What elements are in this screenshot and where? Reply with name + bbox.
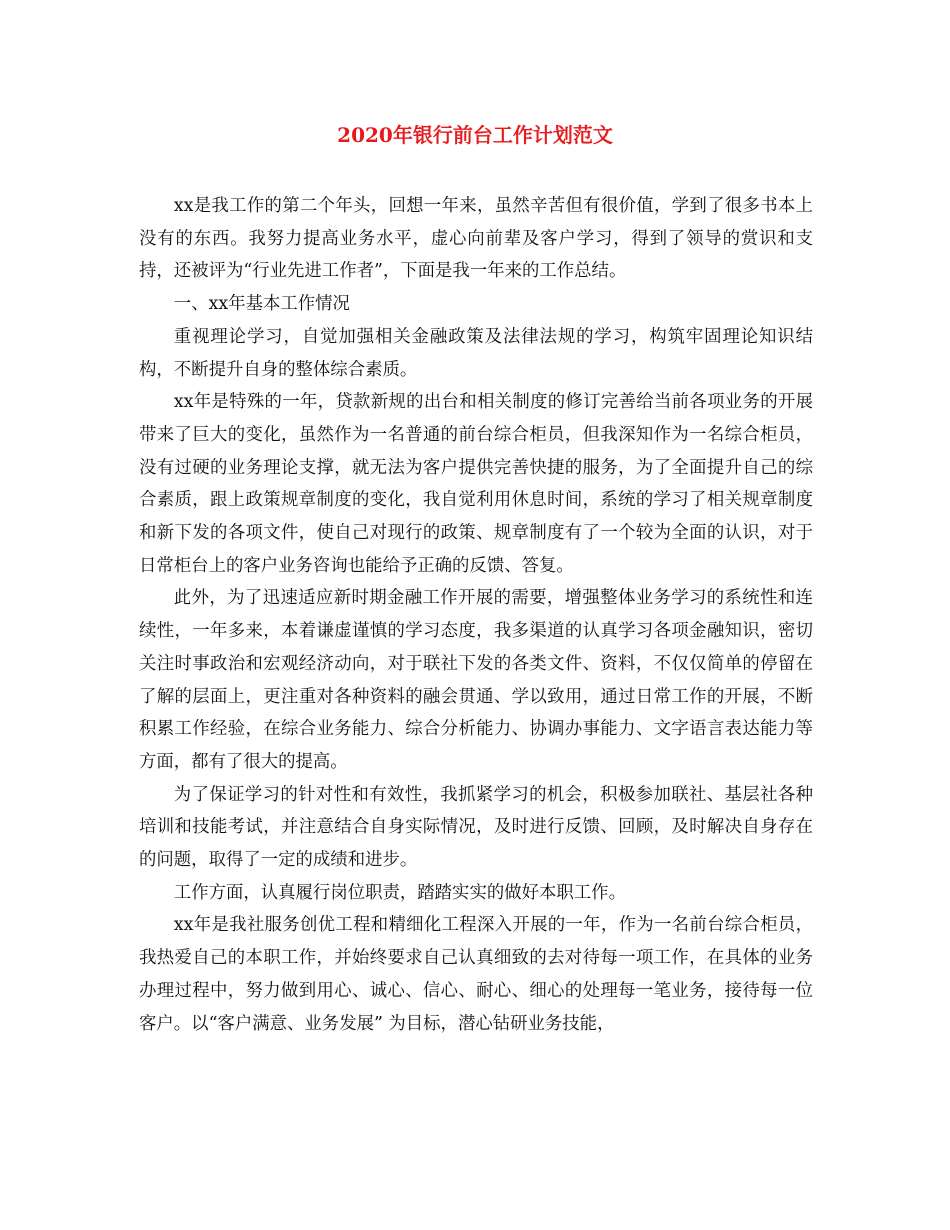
paragraph-special-year: xx年是特殊的一年，贷款新规的出台和相关制度的修订完善给当前各项业务的开展带来了巨大的变化，虽然作为一名普通的前台综合柜员，但我深知作为一名综合柜员，没有过硬的业务理论支撑，就无法为客户提供完善快捷的服务，为了全面提升自己的综合素质，跟上政策规章制度的变化，我自觉利用休息时间，系统的学习了相关规章制度和新下发的各项文件，使自己对现行的政策、规章制度有了一个较为全面的认识，对于日常柜台上的客户业务咨询也能给予正确的反馈、答复。: [139, 392, 813, 576]
section-heading-basic-work: 一、xx年基本工作情况: [173, 294, 350, 315]
paragraph-service-excellence: xx年是我社服务创优工程和精细化工程深入开展的一年，作为一名前台综合柜员，我热爱自己的本职工作，并始终要求自己认真细致的去对待每一项工作，在具体的业务办理过程中，努力做到用心、诚心、信心、耐心、细心的处理每一笔业务，接待每一位客户。以“客户满意、业务发展” 为目标，潜心钻研业务技能，: [139, 915, 813, 1034]
document-title: 2020年银行前台工作计划范文: [337, 123, 613, 147]
paragraph-intro: xx是我工作的第二个年头，回想一年来，虽然辛苦但有很价值，学到了很多书本上没有的东西。我努力提高业务水平，虚心向前辈及客户学习，得到了领导的赏识和支持，还被评为“行业先进工作者”，下面是我一年来的工作总结。: [139, 196, 813, 282]
paragraph-adapt-finance: 此外，为了迅速适应新时期金融工作开展的需要，增强整体业务学习的系统性和连续性，一年多来，本着谦虚谨慎的学习态度，我多渠道的认真学习各项金融知识，密切关注时事政治和宏观经济动向，对于联社下发的各类文件、资料，不仅仅简单的停留在了解的层面上，更注重对各种资料的融会贯通、学以致用，通过日常工作的开展，不断积累工作经验，在综合业务能力、综合分析能力、协调办事能力、文字语言表达能力等方面，都有了很大的提高。: [139, 588, 813, 772]
paragraph-theory-study: 重视理论学习，自觉加强相关金融政策及法律法规的学习，构筑牢固理论知识结构，不断提升自身的整体综合素质。: [139, 326, 813, 380]
paragraph-training: 为了保证学习的针对性和有效性，我抓紧学习的机会，积极参加联社、基层社各种培训和技能考试，并注意结合自身实际情况，及时进行反馈、回顾，及时解决自身存在的问题，取得了一定的成绩和进步。: [139, 784, 813, 871]
document-body: [139, 190, 813, 1040]
paragraph-work-duties: 工作方面，认真履行岗位职责，踏踏实实的做好本职工作。: [173, 882, 626, 903]
